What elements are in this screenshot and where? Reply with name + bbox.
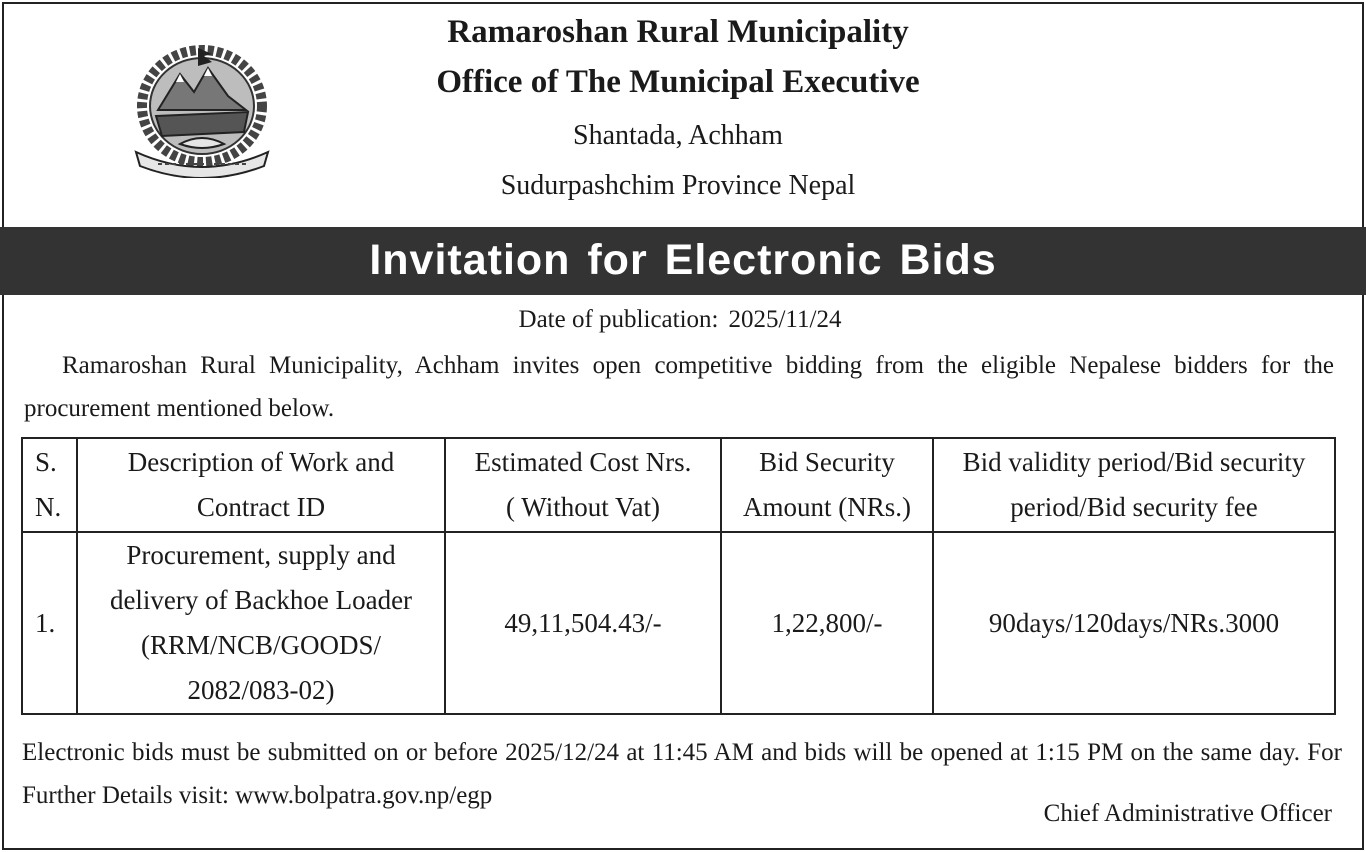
- office-address: Shantada, Achham: [573, 120, 783, 151]
- cell-text: Procurement, supply and: [126, 540, 396, 570]
- cell-text: 2082/083-02): [187, 675, 335, 705]
- header-text: Contract ID: [196, 492, 326, 522]
- column-header-validity: [933, 438, 1335, 532]
- header-text: S.: [35, 447, 57, 477]
- publication-date: [380, 306, 980, 334]
- office-name: Office of The Municipal Executive: [436, 64, 920, 100]
- cell-sn: 1.: [22, 532, 77, 714]
- header-text: Estimated Cost Nrs.: [474, 447, 692, 477]
- header-text: period/Bid security fee: [1010, 492, 1258, 522]
- header-text: Description of Work and: [127, 447, 395, 477]
- office-province: Sudurpashchim Province Nepal: [500, 170, 856, 201]
- cell-estimated-cost: 49,11,504.43/-: [445, 532, 721, 714]
- cell-validity: 90days/120days/NRs.3000: [933, 532, 1335, 714]
- organization-name: Ramaroshan Rural Municipality: [447, 14, 909, 50]
- header-text: N.: [35, 492, 62, 522]
- bid-table: [21, 437, 1336, 715]
- column-header-description: [77, 438, 445, 532]
- table-row: [22, 532, 1335, 714]
- publication-date-label: Date of publication:: [518, 306, 719, 333]
- column-header-bid-security: [721, 438, 933, 532]
- table-header-row: [22, 438, 1335, 532]
- header-text: Amount (NRs.): [743, 492, 911, 522]
- cell-description: [77, 532, 445, 714]
- header-text: Bid validity period/Bid security: [962, 447, 1306, 477]
- cell-bid-security: 1,22,800/-: [721, 532, 933, 714]
- column-header-sn: [22, 438, 77, 532]
- header-text: ( Without Vat): [506, 492, 660, 522]
- submission-instructions: Electronic bids must be submitted on or before 2025/12/24 at 11:45 AM and bids will be opened at 1:15 PM on the same day. For Further Details visit: www.bolpatra.gov.np/egp: [22, 739, 1342, 809]
- cell-text: (RRM/NCB/GOODS/: [140, 630, 382, 660]
- publication-date-value: 2025/11/24: [728, 306, 842, 333]
- nepal-emblem-icon: [128, 40, 276, 178]
- header-text: Bid Security: [759, 447, 895, 477]
- column-header-estimated-cost: [445, 438, 721, 532]
- notice-title-banner: Invitation for Electronic Bids: [0, 227, 1366, 295]
- cell-text: delivery of Backhoe Loader: [109, 585, 413, 615]
- signatory-title: Chief Administrative Officer: [1043, 800, 1332, 827]
- intro-paragraph: Ramaroshan Rural Municipality, Achham invites open competitive bidding from the eligible Nepalese bidders for the procurement mentioned below.: [24, 352, 1334, 422]
